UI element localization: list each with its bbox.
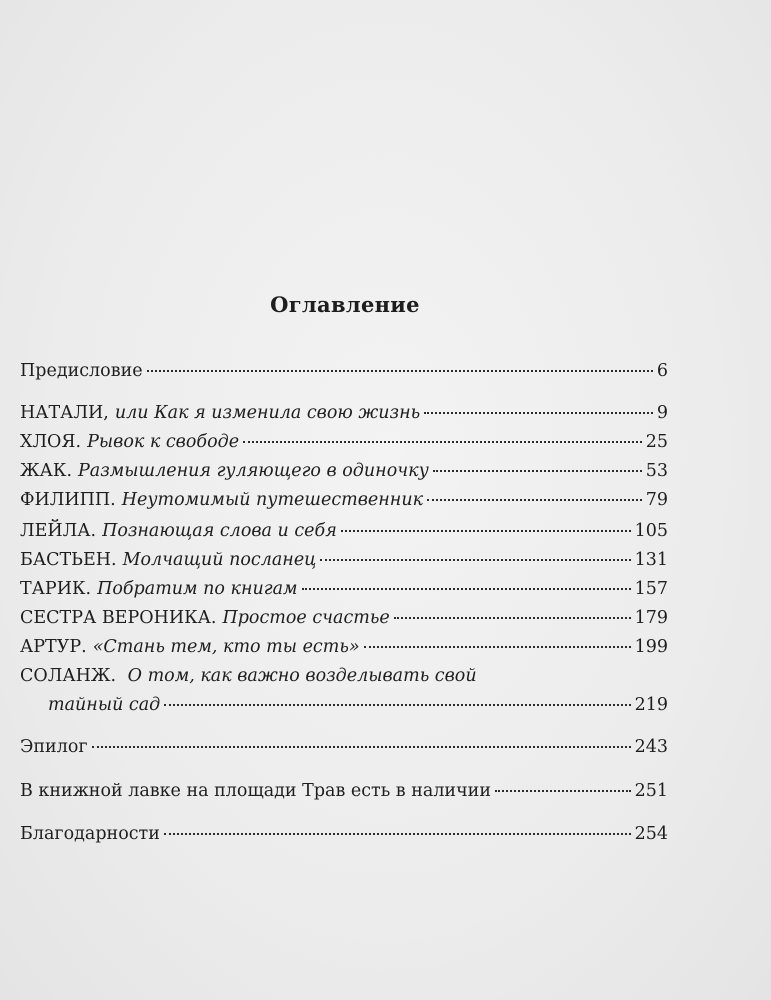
entry-subtitle: или Как я изменила свою жизнь: [114, 403, 421, 423]
entry-name: ФИЛИПП.: [20, 490, 116, 510]
entry-page: 251: [634, 781, 668, 801]
toc-entry-natali: [20, 400, 668, 426]
dot-leader: [164, 833, 631, 835]
entry-page: 243: [634, 737, 668, 757]
entry-page: 157: [634, 579, 668, 599]
toc-entry-artur: [20, 634, 668, 660]
entry-name: ХЛОЯ.: [20, 432, 82, 452]
entry-subtitle: О том, как важно возделывать свой: [127, 666, 477, 686]
entry-name: ЛЕЙЛА.: [20, 521, 97, 541]
entry-page: 79: [645, 490, 668, 510]
dot-leader: [320, 559, 630, 561]
toc-entry-solanzh-line1: [20, 663, 477, 689]
entry-page: 179: [634, 608, 668, 628]
toc-entry-sestra-veronika: [20, 605, 668, 631]
toc-entry-preface: [20, 358, 668, 384]
entry-name: В книжной лавке на площади Трав есть в наличии: [20, 781, 491, 801]
toc-entry-bookshop: [20, 778, 668, 804]
entry-page: 6: [656, 361, 668, 381]
entry-name: Эпилог: [20, 737, 88, 757]
entry-name: НАТАЛИ,: [20, 403, 109, 423]
dot-leader: [424, 412, 653, 414]
entry-subtitle-continued: тайный сад: [48, 695, 161, 715]
dot-leader: [427, 499, 642, 501]
entry-page: 254: [634, 824, 668, 844]
dot-leader: [147, 370, 653, 372]
entry-subtitle: Побратим по книгам: [97, 579, 298, 599]
entry-name: ТАРИК.: [20, 579, 92, 599]
dot-leader: [495, 790, 631, 792]
entry-name: Благодарности: [20, 824, 160, 844]
entry-page: 219: [634, 695, 668, 715]
toc-entry-tarik: [20, 576, 668, 602]
entry-name: Предисловие: [20, 361, 143, 381]
entry-name: БАСТЬЕН.: [20, 550, 117, 570]
entry-page: 131: [634, 550, 668, 570]
entry-subtitle: Молчащий посланец: [122, 550, 317, 570]
toc-entry-zhak: [20, 458, 668, 484]
dot-leader: [302, 588, 631, 590]
dot-leader: [341, 530, 631, 532]
dot-leader: [164, 704, 630, 706]
dot-leader: [364, 646, 631, 648]
toc-entry-filipp: [20, 487, 668, 513]
entry-name: СОЛАНЖ.: [20, 666, 117, 686]
entry-name: ЖАК.: [20, 461, 73, 481]
toc-entry-bastien: [20, 547, 668, 573]
dot-leader: [92, 746, 631, 748]
entry-subtitle: Простое счастье: [222, 608, 390, 628]
entry-subtitle: Неутомимый путешественник: [121, 490, 424, 510]
toc-entry-solanzh-line2: [20, 692, 668, 718]
entry-page: 105: [634, 521, 668, 541]
page-title: Оглавление: [270, 292, 420, 317]
entry-subtitle: «Стань тем, кто ты есть»: [92, 637, 360, 657]
dot-leader: [394, 617, 631, 619]
entry-page: 9: [656, 403, 668, 423]
toc-entry-leyla: [20, 518, 668, 544]
dot-leader: [243, 441, 642, 443]
entry-page: 199: [634, 637, 668, 657]
entry-subtitle: Размышления гуляющего в одиночку: [78, 461, 429, 481]
entry-name: СЕСТРА ВЕРОНИКА.: [20, 608, 217, 628]
toc-entry-epilogue: [20, 734, 668, 760]
entry-page: 53: [645, 461, 668, 481]
dot-leader: [433, 470, 642, 472]
toc-entry-khloya: [20, 429, 668, 455]
entry-subtitle: Познающая слова и себя: [102, 521, 337, 541]
toc-entry-acknowledgements: [20, 821, 668, 847]
entry-page: 25: [645, 432, 668, 452]
entry-subtitle: Рывок к свободе: [87, 432, 240, 452]
entry-name: АРТУР.: [20, 637, 87, 657]
